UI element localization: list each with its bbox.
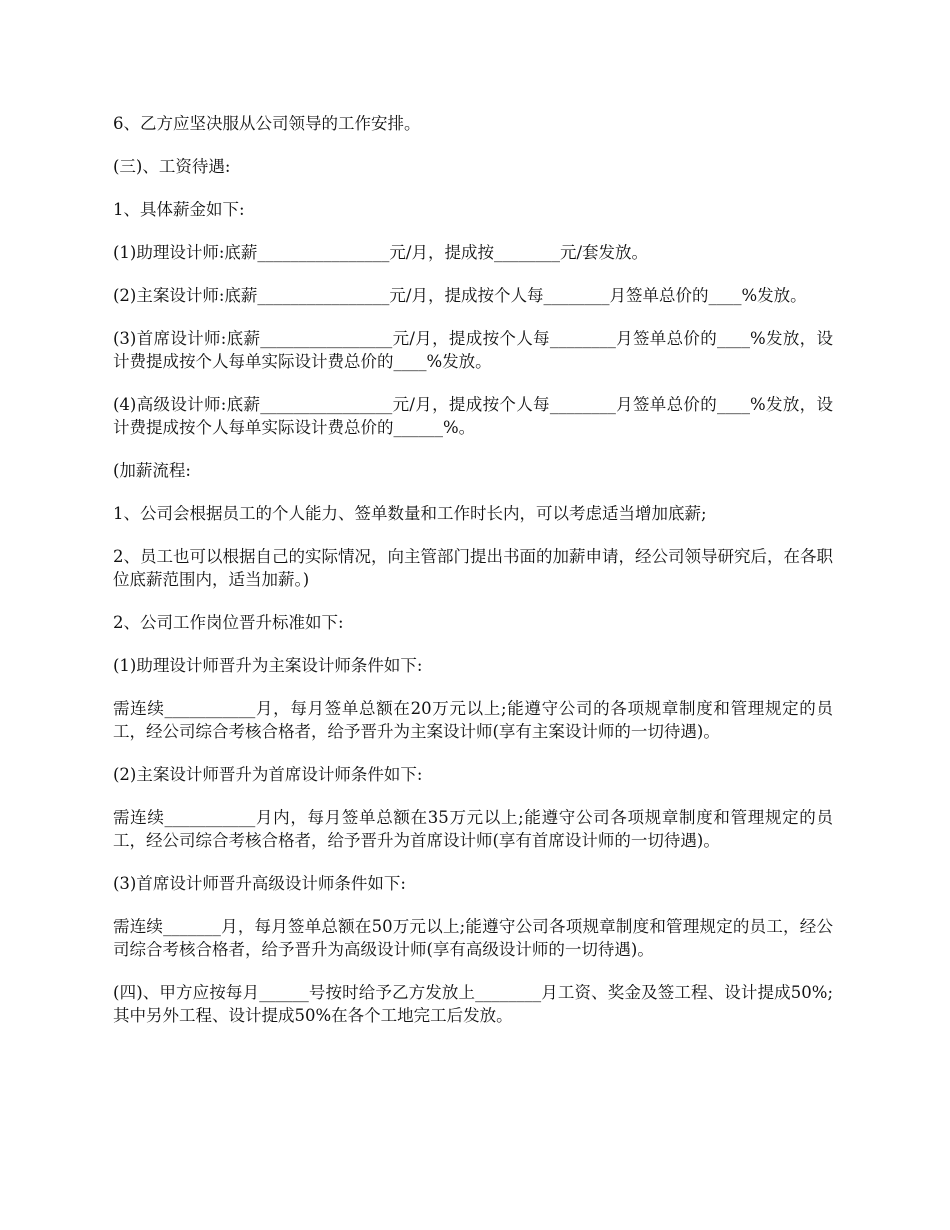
promotion-2-conditions: 需连续___________月内，每月签单总额在35万元以上;能遵守公司各项规章制度和管理规定的员工，经公司综合考核合格者，给予晋升为首席设计师(享有首席设计师的一切待遇)。 [113, 808, 833, 850]
promotion-1-conditions: 需连续___________月，每月签单总额在20万元以上;能遵守公司的各项规章制度和管理规定的员工，经公司综合考核合格者，给予晋升为主案设计师(享有主案设计师的一切待遇)。 [113, 699, 833, 741]
promotion-3-conditions: 需连续_______月，每月签单总额在50万元以上;能遵守公司各项规章制度和管理规定的员工，经公司综合考核合格者，给予晋升为高级设计师(享有高级设计师的一切待遇)。 [113, 917, 833, 959]
promotion-standards-heading: 2、公司工作岗位晋升标准如下: [113, 613, 344, 632]
raise-process-heading: (加薪流程: [113, 461, 191, 480]
document-page [113, 112, 833, 1047]
section-salary-heading: (三)、工资待遇: [113, 157, 231, 176]
salary-senior-designer: (4)高级设计师:底薪________________元/月，提成按个人每________月签单总价的____%发放，设计费提成按个人每单实际设计费总价的______%。 [113, 395, 833, 437]
promotion-1-heading: (1)助理设计师晋升为主案设计师条件如下: [113, 656, 423, 675]
salary-chief-designer: (3)首席设计师:底薪________________元/月，提成按个人每________月签单总价的____%发放，设计费提成按个人每单实际设计费总价的____%发放。 [113, 329, 833, 371]
raise-process-item-2: 2、员工也可以根据自己的实际情况，向主管部门提出书面的加薪申请，经公司领导研究后，在各职位底薪范围内，适当加薪。) [113, 547, 833, 589]
promotion-2-heading: (2)主案设计师晋升为首席设计师条件如下: [113, 765, 423, 784]
section-payment-schedule: (四)、甲方应按每月______号按时给予乙方发放上________月工资、奖金及签工程、设计提成50%;其中另外工程、设计提成50%在各个工地完工后发放。 [113, 983, 833, 1025]
salary-assistant-designer: (1)助理设计师:底薪________________元/月，提成按________元/套发放。 [113, 243, 649, 262]
clause-obey-arrangement: 6、乙方应坚决服从公司领导的工作安排。 [113, 114, 421, 133]
promotion-3-heading: (3)首席设计师晋升高级设计师条件如下: [113, 874, 406, 893]
clause-salary-details: 1、具体薪金如下: [113, 200, 245, 219]
salary-lead-designer: (2)主案设计师:底薪________________元/月，提成按个人每________月签单总价的____%发放。 [113, 286, 807, 305]
raise-process-item-1: 1、公司会根据员工的个人能力、签单数量和工作时长内，可以考虑适当增加底薪; [113, 504, 707, 523]
